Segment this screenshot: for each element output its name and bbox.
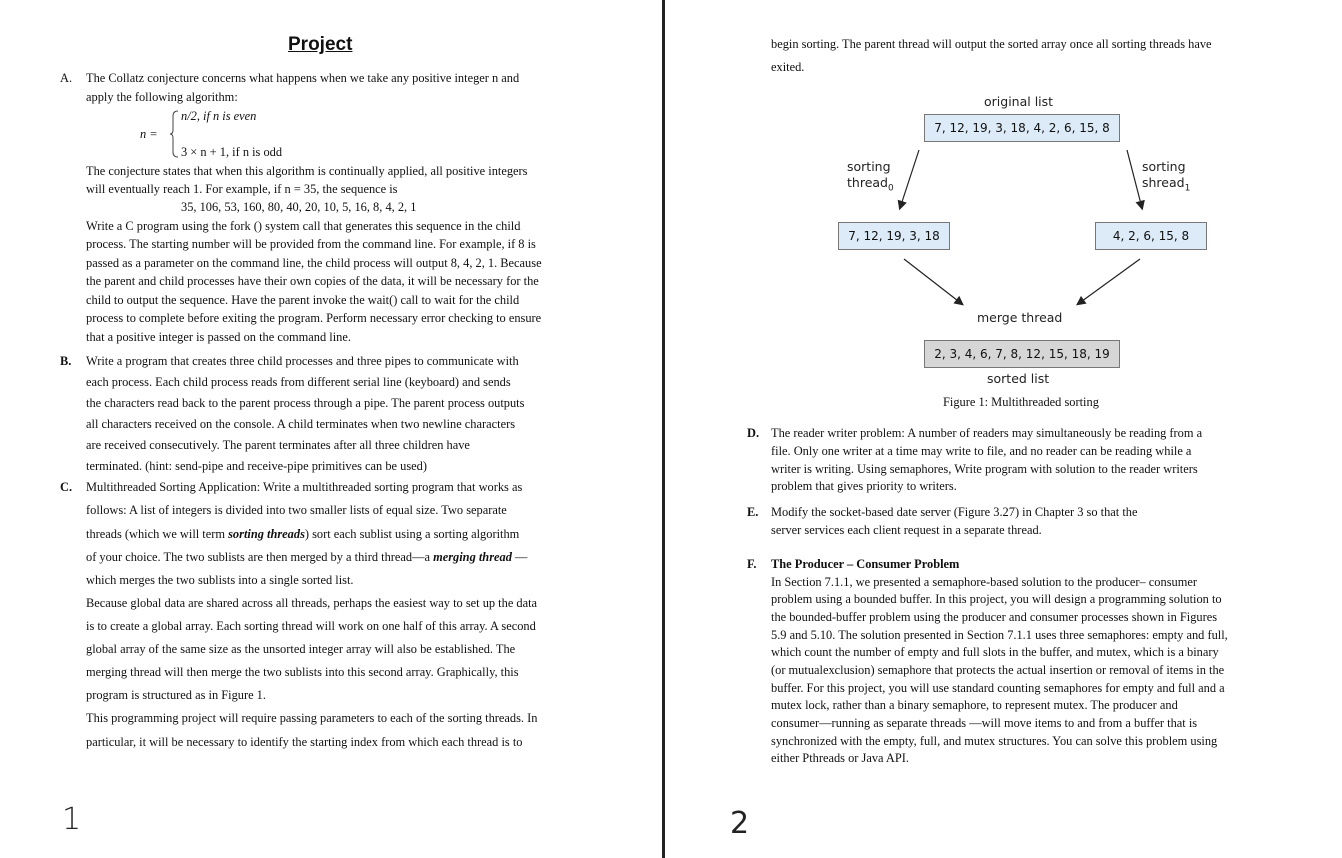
item-c-line: particular, it will be necessary to identify the starting index from which each thread is to: [86, 735, 523, 749]
item-c-line: merging thread will then merge the two sublists into this second array. Graphically, this: [86, 665, 519, 679]
item-c-line: which merges the two sublists into a single sorted list.: [86, 573, 354, 587]
item-f-line: In Section 7.1.1, we presented a semaphore-based solution to the producer– consumer: [771, 575, 1197, 589]
item-a-line: The conjecture states that when this algorithm is continually applied, all positive integers: [86, 164, 528, 178]
item-f-line: problem using a bounded buffer. In this project, you will design a programming solution to: [771, 592, 1222, 606]
item-a-line: The Collatz conjecture concerns what happens when we take any positive integer n and: [86, 71, 520, 85]
arrow-to-right-sublist: [1127, 150, 1142, 208]
continuation-line: exited.: [771, 60, 805, 74]
item-f-line: which count the number of empty and full slots in the buffer, and mutex, which is a binary: [771, 645, 1219, 659]
page-number-handwritten: 1: [62, 802, 82, 837]
item-c-line: threads (which we will term sorting threads) sort each sublist using a sorting algorithm: [86, 527, 520, 541]
sorted-list-box: 2, 3, 4, 6, 7, 8, 12, 15, 18, 19: [924, 340, 1120, 368]
page-title: Project: [288, 34, 353, 55]
original-list-label: original list: [984, 94, 1054, 109]
item-d-line: file. Only one writer at a time may write to file, and no reader can be reading while a: [771, 444, 1192, 458]
item-c-line: This programming project will require passing parameters to each of the sorting threads. In: [86, 711, 538, 725]
original-list-box: 7, 12, 19, 3, 18, 4, 2, 6, 15, 8: [924, 114, 1120, 142]
item-d-line: writer is writing. Using semaphores, Write program with solution to the reader writers: [771, 462, 1198, 476]
item-a-line: apply the following algorithm:: [86, 90, 238, 104]
item-b-line: terminated. (hint: send-pipe and receive-pipe primitives can be used): [86, 459, 427, 473]
arrow-right-to-merge: [1078, 259, 1140, 304]
formula-case-odd: 3 × n + 1, if n is odd: [181, 145, 283, 159]
item-f-line: 5.9 and 5.10. The solution presented in Section 7.1.1 uses three semaphores: empty and full,: [771, 628, 1228, 642]
figure-caption: Figure 1: Multithreaded sorting: [943, 395, 1099, 409]
item-e-line: Modify the socket-based date server (Figure 3.27) in Chapter 3 so that the: [771, 505, 1138, 519]
item-a-line: process to complete before exiting the program. Perform necessary error checking to ensure: [86, 311, 542, 325]
collatz-sequence: 35, 106, 53, 160, 80, 40, 20, 10, 5, 16, 8, 4, 2, 1: [181, 200, 417, 214]
item-c-line: program is structured as in Figure 1.: [86, 688, 266, 702]
item-a-line: passed as a parameter on the command line, the child process will output 8, 4, 2, 1. Because: [86, 256, 542, 270]
item-f-line: buffer. For this project, you will use standard counting semaphores for empty and full and a: [771, 681, 1225, 695]
item-b-line: each process. Each child process reads from different serial line (keyboard) and sends: [86, 375, 511, 389]
item-d-label: D.: [747, 426, 760, 440]
page-number-handwritten: 2: [730, 806, 750, 841]
formula-brace: [170, 110, 180, 158]
item-a-line: that a positive integer is passed on the command line.: [86, 330, 351, 344]
item-b-label: B.: [60, 354, 72, 368]
item-f-line: consumer—running as separate threads —will move items to and from a buffer that is: [771, 716, 1198, 730]
item-c-line: Because global data are shared across all threads, perhaps the easiest way to set up the data: [86, 596, 538, 610]
item-b-line: Write a program that creates three child processes and three pipes to communicate with: [86, 354, 519, 368]
arrow-left-to-merge: [904, 259, 962, 304]
item-c-label: C.: [60, 480, 73, 494]
item-f-line: synchronized with the empty, full, and mutex structures. You can solve this problem using: [771, 734, 1218, 748]
item-c-line: global array of the same size as the unsorted integer array will also be established. The: [86, 642, 516, 656]
right-page: [666, 0, 1342, 858]
item-c-line: of your choice. The two sublists are then merged by a third thread—a merging thread —: [86, 550, 528, 564]
item-f-line: mutex lock, rather than a binary semaphore, to represent mutex. The producer and: [771, 698, 1178, 712]
figure-arrows: [666, 0, 1342, 400]
formula-n-equals: n =: [140, 127, 158, 141]
item-f-heading: The Producer – Consumer Problem: [771, 557, 960, 571]
sublist-left-box: 7, 12, 19, 3, 18: [838, 222, 950, 250]
continuation-line: begin sorting. The parent thread will output the sorted array once all sorting threads have: [771, 37, 1212, 51]
item-f-label: F.: [747, 557, 757, 571]
item-e-line: server services each client request in a separate thread.: [771, 523, 1042, 537]
arrow-to-left-sublist: [900, 150, 919, 208]
item-a-line: will eventually reach 1. For example, if n = 35, the sequence is: [86, 182, 398, 196]
item-a-line: process. The starting number will be provided from the command line. For example, if 8 is: [86, 237, 536, 251]
formula-case-even: n/2, if n is even: [181, 109, 257, 123]
item-c-line: Multithreaded Sorting Application: Write a multithreaded sorting program that works as: [86, 480, 523, 494]
item-d-line: problem that gives priority to writers.: [771, 479, 957, 493]
item-e-label: E.: [747, 505, 759, 519]
item-a-line: Write a C program using the fork () system call that generates this sequence in the child: [86, 219, 521, 233]
item-d-line: The reader writer problem: A number of readers may simultaneously be reading from a: [771, 426, 1203, 440]
left-page: [0, 0, 662, 858]
item-b-line: all characters received on the console. A child terminates when two newline characters: [86, 417, 516, 431]
sorting-thread-1-label: sorting shread$_1$: [1142, 159, 1191, 194]
item-c-line: follows: A list of integers is divided into two smaller lists of equal size. Two separate: [86, 503, 507, 517]
item-a-label: A.: [60, 71, 73, 85]
item-f-line: (or mutualexclusion) semaphore that protects the actual insertion or removal of items in the: [771, 663, 1225, 677]
sublist-right-box: 4, 2, 6, 15, 8: [1095, 222, 1207, 250]
item-f-line: the bounded-buffer problem using the producer and consumer processes shown in Figures: [771, 610, 1218, 624]
item-a-line: the parent and child processes have their own copies of the data, it will be necessary for the: [86, 274, 539, 288]
item-b-line: the characters read back to the parent process through a pipe. The parent process outputs: [86, 396, 525, 410]
merge-thread-label: merge thread: [977, 310, 1063, 325]
item-b-line: are received consecutively. The parent terminates after all three children have: [86, 438, 470, 452]
page-divider: [662, 0, 665, 858]
sorted-list-label: sorted list: [987, 371, 1050, 386]
sorting-thread-0-label: sorting thread$_0$: [847, 159, 894, 194]
item-a-line: child to output the sequence. Have the parent invoke the wait() call to wait for the child: [86, 293, 520, 307]
item-c-line: is to create a global array. Each sorting thread will work on one half of this array. A second: [86, 619, 536, 633]
item-f-line: either Pthreads or Java API.: [771, 751, 909, 765]
